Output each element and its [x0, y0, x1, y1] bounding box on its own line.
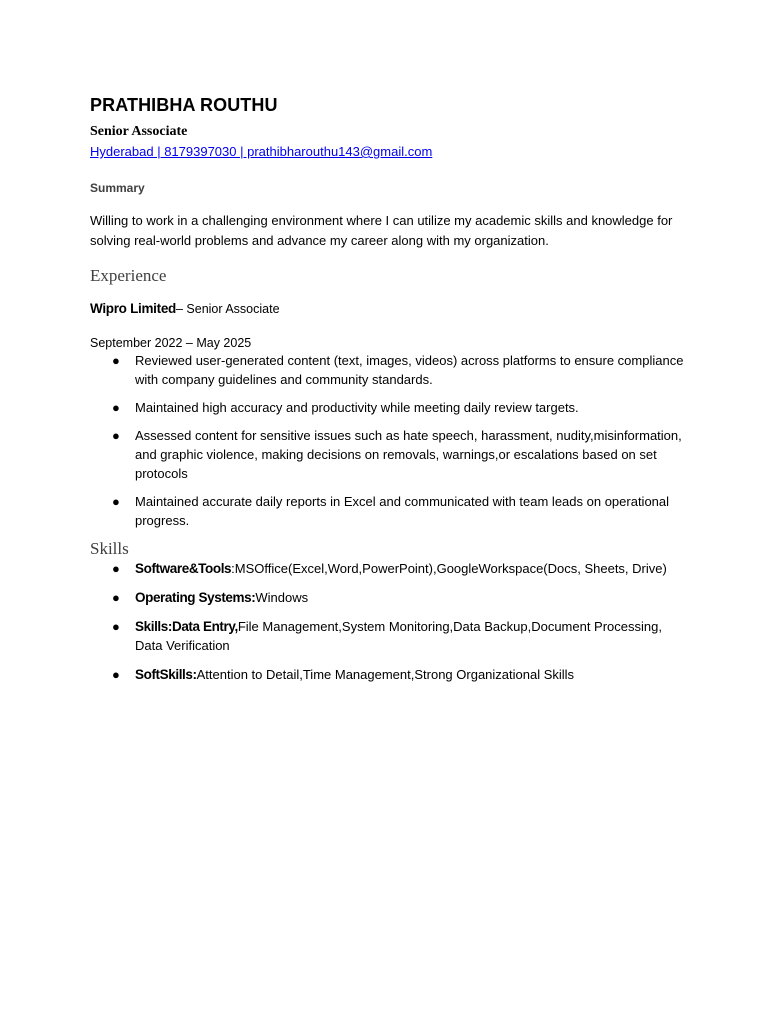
- list-item: [90, 559, 690, 578]
- contact-link[interactable]: Hyderabad | 8179397030 | prathibharouthu143@gmail.com: [90, 144, 433, 159]
- skill-label: Software&Tools: [135, 561, 232, 576]
- bullet-icon: ●: [112, 353, 120, 368]
- summary-heading: Summary: [90, 181, 145, 195]
- experience-heading: Experience: [90, 266, 167, 285]
- experience-bullet-list: [90, 351, 690, 530]
- experience-bullet-text: Reviewed user-generated content (text, images, videos) across platforms to ensure compliance with company guidelines and community standards.: [135, 353, 684, 387]
- list-item: [90, 351, 690, 389]
- bullet-icon: ●: [112, 400, 120, 415]
- bullet-icon: ●: [112, 428, 120, 443]
- skill-label: Skills:Data Entry,: [135, 619, 238, 634]
- skill-label: SoftSkills:: [135, 667, 197, 682]
- job-line: [90, 301, 690, 317]
- skills-heading: Skills: [90, 539, 129, 558]
- experience-bullet-text: Maintained high accuracy and productivity while meeting daily review targets.: [135, 400, 579, 415]
- experience-bullet-text: Maintained accurate daily reports in Excel and communicated with team leads on operational progress.: [135, 494, 670, 528]
- list-item: [90, 617, 690, 655]
- bullet-icon: ●: [112, 619, 120, 634]
- job-dates: September 2022 – May 2025: [90, 336, 252, 350]
- skill-value: Windows: [255, 590, 309, 605]
- resume-page: [90, 94, 690, 694]
- list-item: [90, 588, 690, 607]
- job-title: – Senior Associate: [175, 302, 280, 316]
- list-item: [90, 398, 690, 417]
- bullet-icon: ●: [112, 667, 120, 682]
- bullet-icon: ●: [112, 561, 120, 576]
- bullet-icon: ●: [112, 590, 120, 605]
- experience-bullet-text: Assessed content for sensitive issues such as hate speech, harassment, nudity,misinformation, and graphic violence, making decisions on removals, warnings,or escalations based on set protocols: [135, 428, 682, 481]
- job-company: Wipro Limited: [90, 301, 176, 316]
- summary-text: Willing to work in a challenging environment where I can utilize my academic skills and knowledge for solving real-world problems and advance my career along with my organization.: [90, 213, 673, 248]
- skill-value: File Management,System Monitoring,Data Backup,Document Processing, Data Verification: [135, 619, 662, 653]
- list-item: [90, 426, 690, 483]
- list-item: [90, 665, 690, 684]
- candidate-name: PRATHIBHA ROUTHU: [90, 95, 278, 115]
- bullet-icon: ●: [112, 494, 120, 509]
- skills-bullet-list: [90, 559, 690, 684]
- skill-value: Attention to Detail,Time Management,Strong Organizational Skills: [196, 667, 575, 682]
- candidate-role: Senior Associate: [90, 124, 188, 139]
- skill-label: Operating Systems:: [135, 590, 256, 605]
- list-item: [90, 492, 690, 530]
- skill-value: :MSOffice(Excel,Word,PowerPoint),GoogleWorkspace(Docs, Sheets, Drive): [231, 561, 667, 576]
